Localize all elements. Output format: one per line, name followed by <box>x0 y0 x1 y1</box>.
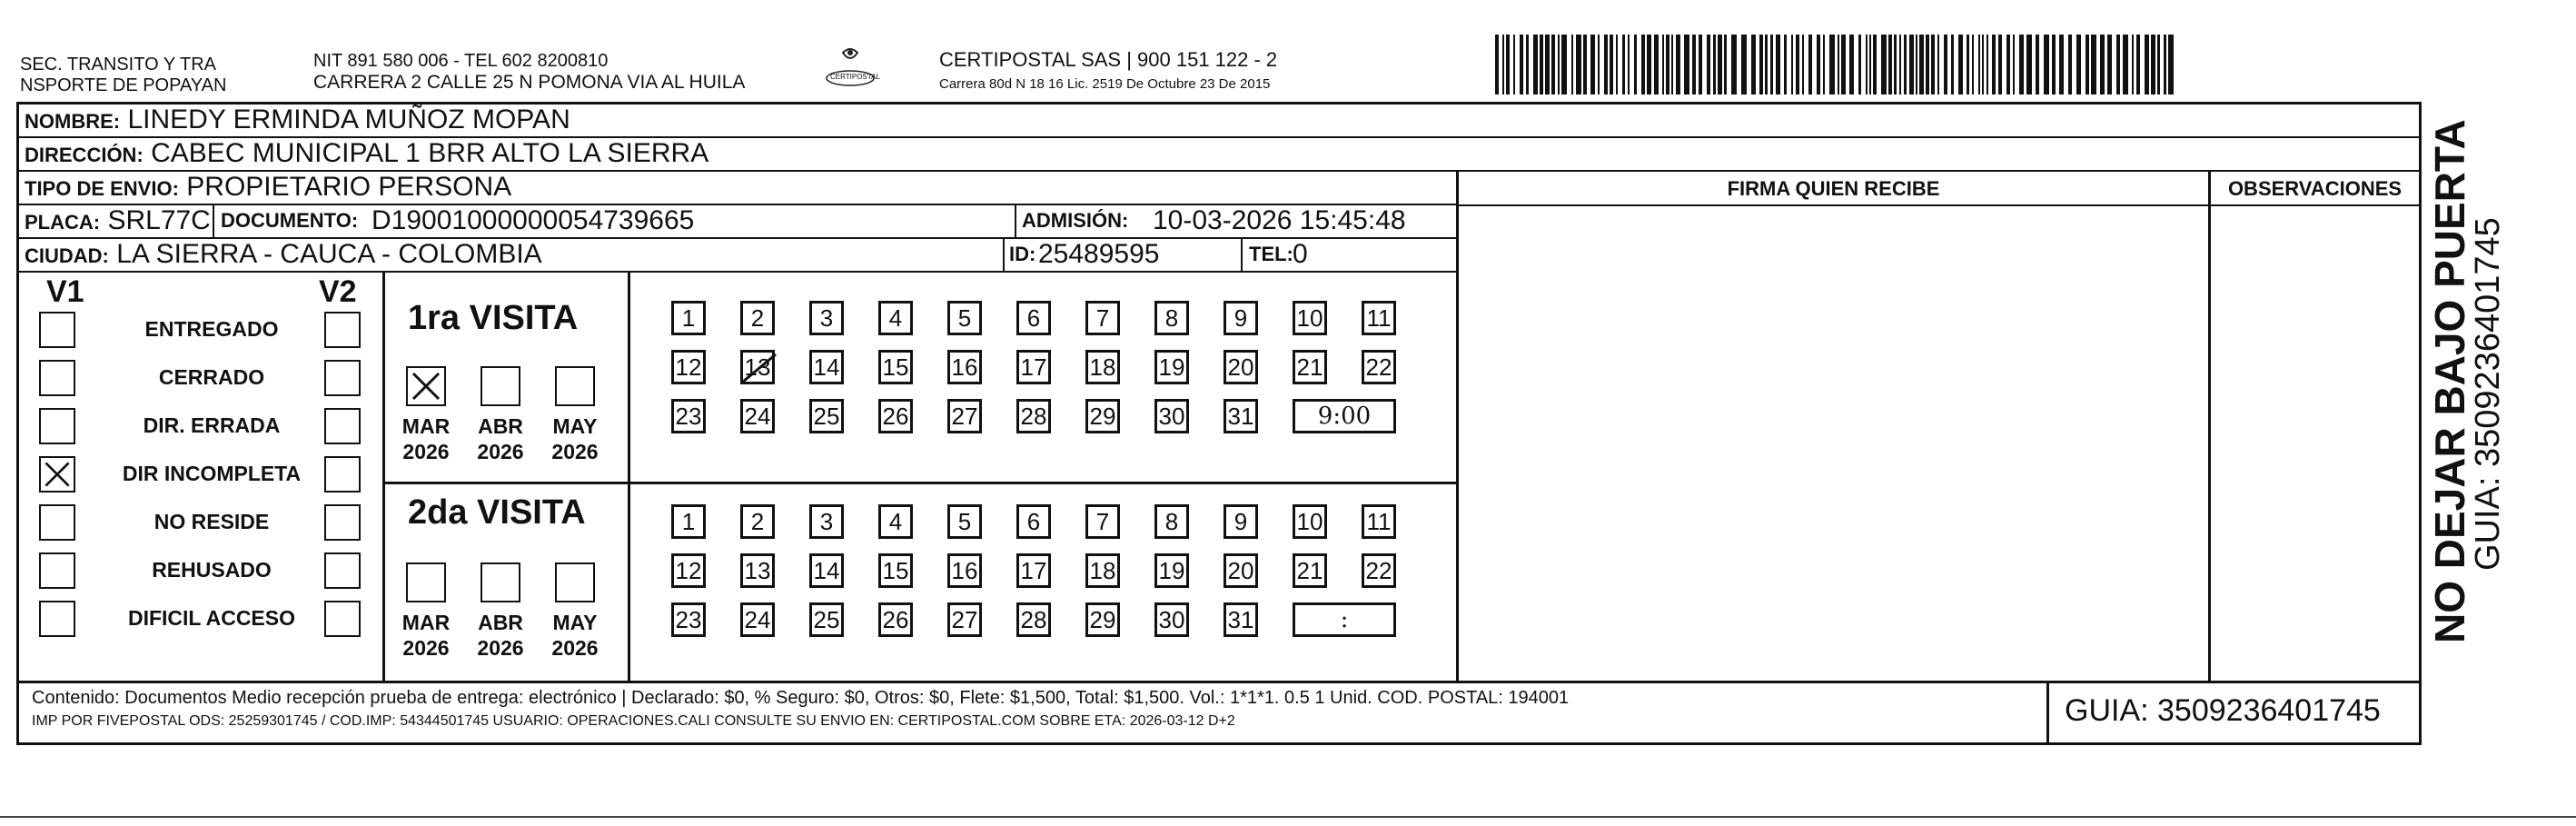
city-label: CIUDAD: <box>25 244 109 267</box>
day-checkbox[interactable]: 25 <box>809 602 844 637</box>
barcode-bar <box>1741 35 1747 95</box>
delivery-form <box>16 102 2422 745</box>
status-right-border <box>382 273 385 682</box>
name-label: NOMBRE: <box>25 110 121 133</box>
barcode-bar <box>2076 35 2081 95</box>
barcode-bar <box>1666 35 1669 95</box>
type-label: TIPO DE ENVIO: <box>25 177 179 200</box>
month-label <box>399 610 453 661</box>
sender-nit-tel: NIT 891 580 006 - TEL 602 8200810 <box>313 51 609 71</box>
barcode-bar <box>1951 35 1954 95</box>
sender-line-2: NSPORTE DE POPAYAN <box>20 75 227 95</box>
month-name: ABR <box>478 414 523 438</box>
month-year: 2026 <box>477 440 524 463</box>
day-checkbox[interactable]: 20 <box>1224 553 1258 588</box>
day-checkbox[interactable]: 28 <box>1016 602 1051 637</box>
barcode-bar <box>2123 35 2128 95</box>
day-checkbox[interactable]: 3 <box>809 301 844 335</box>
barcode-bar <box>1992 35 1996 95</box>
status-label: DIR. ERRADA <box>143 413 281 437</box>
status-v1-checkbox[interactable] <box>39 360 75 396</box>
barcode-bar <box>2052 35 2056 95</box>
barcode-bar <box>1540 35 1543 95</box>
day-checkbox[interactable]: 31 <box>1224 399 1258 433</box>
status-label: CERRADO <box>158 365 265 389</box>
visit-separator <box>382 482 1456 484</box>
id-divider <box>1003 239 1005 273</box>
observations-header: OBSERVACIONES <box>2227 177 2403 200</box>
footer-content: Contenido: Documentos Medio recepción prueba de entrega: electrónico | Declarado: $0, % Seguro: $0, Otros: $0, Flete: $1,500, Total: $1,500. Vol.: 1*1*1. 0.5 1 Unid. COD. POSTAL: 194001 <box>32 688 1570 708</box>
footer-line <box>19 681 2419 683</box>
day-checkbox[interactable]: 17 <box>1016 553 1051 588</box>
day-checkbox[interactable]: 19 <box>1154 350 1189 384</box>
day-checkbox[interactable]: 28 <box>1016 399 1051 433</box>
barcode-bar <box>1571 35 1573 95</box>
month-checkbox[interactable] <box>406 562 446 602</box>
carrier-info <box>939 49 1277 95</box>
barcode-bar <box>1978 35 1980 95</box>
month-year: 2026 <box>551 636 599 660</box>
day-checkbox[interactable]: 15 <box>878 553 913 588</box>
month-label <box>548 610 602 661</box>
barcode-bar <box>1873 35 1877 95</box>
barcode-bar <box>2145 35 2149 95</box>
month-name: ABR <box>478 611 523 634</box>
barcode <box>1495 35 2180 95</box>
barcode-bar <box>1583 35 1587 95</box>
month-checkbox[interactable] <box>555 366 595 406</box>
month-year: 2026 <box>402 440 450 463</box>
status-v1-checkbox[interactable] <box>39 601 75 637</box>
barcode-bar <box>1931 35 1935 95</box>
day-checkbox[interactable]: 16 <box>947 553 982 588</box>
day-checkbox[interactable]: 1 <box>671 504 706 539</box>
day-checkbox[interactable]: 20 <box>1224 350 1258 384</box>
barcode-bar <box>1841 35 1846 95</box>
barcode-bar <box>1676 35 1680 95</box>
day-checkbox[interactable]: 16 <box>947 350 982 384</box>
barcode-bar <box>1506 35 1510 95</box>
tel-value: 0 <box>1293 239 1308 269</box>
status-v1-checkbox[interactable] <box>39 456 75 493</box>
day-checkbox[interactable]: 27 <box>947 399 982 433</box>
day-checkbox[interactable]: 18 <box>1085 350 1120 384</box>
barcode-bar <box>2151 35 2155 95</box>
barcode-bar <box>2019 35 2024 95</box>
day-checkbox[interactable]: 29 <box>1085 399 1120 433</box>
barcode-bar <box>2116 35 2120 95</box>
barcode-bar <box>1919 35 1924 95</box>
barcode-bar <box>1610 35 1613 95</box>
barcode-bar <box>2013 35 2015 95</box>
barcode-bar <box>1731 35 1737 95</box>
status-v2-checkbox[interactable] <box>324 312 361 348</box>
status-label: REHUSADO <box>152 558 272 582</box>
barcode-bar <box>1916 35 1917 95</box>
barcode-bar <box>1909 35 1914 95</box>
barcode-bar <box>2164 35 2166 95</box>
plate-label: PLACA: <box>25 211 101 234</box>
barcode-bar <box>1604 35 1608 95</box>
day-checkbox[interactable]: 17 <box>1016 350 1051 384</box>
day-checkbox[interactable]: 4 <box>878 504 913 539</box>
month-year: 2026 <box>402 636 450 660</box>
barcode-bar <box>1796 35 1799 95</box>
status-v2-checkbox[interactable] <box>324 408 361 444</box>
month-name: MAR <box>401 414 451 438</box>
visit-label-border <box>628 273 630 682</box>
barcode-bar <box>1982 35 1984 95</box>
month-checkbox[interactable] <box>555 562 595 602</box>
type-row <box>19 172 1456 205</box>
day-checkbox[interactable]: 22 <box>1362 350 1396 384</box>
barcode-bar <box>1662 35 1664 95</box>
barcode-bar <box>1598 35 1600 95</box>
city-value: LA SIERRA - CAUCA - COLOMBIA <box>116 239 542 269</box>
day-checkbox[interactable]: 14 <box>809 350 844 384</box>
cut-line <box>0 816 2576 818</box>
day-checkbox[interactable]: 10 <box>1293 504 1327 539</box>
barcode-bar <box>1647 35 1651 95</box>
recipient-name: LINEDY ERMINDA MUÑOZ MOPAN <box>127 104 570 134</box>
day-checkbox[interactable]: 24 <box>740 399 775 433</box>
day-checkbox[interactable]: 4 <box>878 301 913 335</box>
status-v2-checkbox[interactable] <box>324 456 361 493</box>
status-label: DIFICIL ACCESO <box>127 606 295 630</box>
tel-divider <box>1241 239 1243 273</box>
carrier-name: CERTIPOSTAL SAS | 900 151 122 - 2 <box>939 48 1278 71</box>
barcode-bar <box>2068 35 2072 95</box>
day-checkbox[interactable]: 19 <box>1154 553 1189 588</box>
status-v2-checkbox[interactable] <box>324 360 361 396</box>
day-checkbox[interactable]: 5 <box>947 301 982 335</box>
signature-area[interactable] <box>1456 206 2208 679</box>
status-v1-checkbox[interactable] <box>39 504 75 541</box>
day-checkbox[interactable]: 9 <box>1224 301 1258 335</box>
barcode-bar <box>1684 35 1689 95</box>
barcode-bar <box>1802 35 1804 95</box>
barcode-bar <box>1558 35 1560 95</box>
barcode-bar <box>2086 35 2089 95</box>
day-checkbox[interactable]: 29 <box>1085 602 1120 637</box>
barcode-bar <box>1937 35 1939 95</box>
barcode-bar <box>2132 35 2134 95</box>
barcode-bar <box>1894 35 1897 95</box>
barcode-bar <box>1502 35 1504 95</box>
barcode-bar <box>1718 35 1722 95</box>
admission-divider <box>1015 205 1016 239</box>
barcode-bar <box>1838 35 1839 95</box>
barcode-bar <box>1972 35 1974 95</box>
logo-text: CERTIPOSTAL <box>830 73 880 81</box>
visit2-title: 2da VISITA <box>408 493 586 532</box>
month-year: 2026 <box>551 440 599 463</box>
barcode-bar <box>1545 35 1550 95</box>
month-checkbox[interactable] <box>406 366 446 406</box>
day-checkbox[interactable]: 26 <box>878 399 913 433</box>
day-checkbox[interactable]: 12 <box>671 350 706 384</box>
barcode-bar <box>1869 35 1871 95</box>
month-label <box>548 413 602 464</box>
sender-line-1: SEC. TRANSITO Y TRA <box>20 55 216 75</box>
barcode-bar <box>2059 35 2064 95</box>
visit1-title: 1ra VISITA <box>408 299 579 337</box>
side-guide-number: GUIA: 3509236401745 <box>2469 217 2507 571</box>
recipient-address: CABEC MUNICIPAL 1 BRR ALTO LA SIERRA <box>151 138 709 168</box>
day-checkbox[interactable]: 18 <box>1085 553 1120 588</box>
tel-label: TEL: <box>1249 243 1293 265</box>
day-checkbox[interactable]: 13 <box>740 553 775 588</box>
barcode-bar <box>1888 35 1892 95</box>
no-dejar-warning: NO DEJAR BAJO PUERTA <box>2426 119 2473 643</box>
barcode-bar <box>1654 35 1659 95</box>
barcode-bar <box>1899 35 1901 95</box>
barcode-bar <box>1634 35 1637 95</box>
barcode-bar <box>2026 35 2032 95</box>
barcode-bar <box>1751 35 1756 95</box>
day-checkbox[interactable]: 14 <box>809 553 844 588</box>
day-checkbox[interactable]: 22 <box>1362 553 1396 588</box>
barcode-bar <box>1829 35 1835 95</box>
barcode-bar <box>1998 35 2002 95</box>
month-name: MAY <box>552 414 598 438</box>
month-label <box>473 610 528 661</box>
barcode-bar <box>1823 35 1825 95</box>
barcode-bar <box>2006 35 2010 95</box>
barcode-bar <box>1866 35 1868 95</box>
barcode-bar <box>1791 35 1793 95</box>
month-label <box>399 413 453 464</box>
barcode-bar <box>1713 35 1716 95</box>
barcode-bar <box>1641 35 1645 95</box>
day-checkbox[interactable]: 21 <box>1293 350 1327 384</box>
barcode-bar <box>2100 35 2105 95</box>
sender-contact <box>313 51 745 93</box>
barcode-bar <box>1533 35 1538 95</box>
day-checkbox[interactable]: 15 <box>878 350 913 384</box>
sender-address: CARRERA 2 CALLE 25 N POMONA VIA AL HUILA <box>313 72 746 93</box>
status-label: NO RESIDE <box>154 510 270 533</box>
status-label: DIR INCOMPLETA <box>122 462 302 485</box>
plate-value: SRL77C <box>107 205 211 235</box>
day-checkbox[interactable]: 6 <box>1016 504 1051 539</box>
day-checkbox[interactable]: 2 <box>740 504 775 539</box>
month-name: MAY <box>552 611 598 634</box>
day-checkbox[interactable]: 13 <box>740 350 775 384</box>
barcode-bar <box>1770 35 1773 95</box>
status-v1-checkbox[interactable] <box>39 552 75 589</box>
day-checkbox[interactable]: 1 <box>671 301 706 335</box>
carrier-license: Carrera 80d N 18 16 Lic. 2519 De Octubre 23 De 2015 <box>939 76 1271 92</box>
barcode-bar <box>1986 35 1988 95</box>
month-checkbox[interactable] <box>481 366 520 406</box>
barcode-bar <box>2044 35 2049 95</box>
day-checkbox[interactable]: 7 <box>1085 301 1120 335</box>
month-year: 2026 <box>477 636 524 660</box>
visit-time-box[interactable]: 9:00 <box>1293 399 1396 433</box>
barcode-bar <box>1904 35 1907 95</box>
barcode-bar <box>1944 35 1947 95</box>
barcode-bar <box>1622 35 1625 95</box>
address-row <box>19 138 2419 172</box>
barcode-bar <box>2091 35 2096 95</box>
barcode-bar <box>1817 35 1820 95</box>
barcode-bar <box>1958 35 1963 95</box>
status-v1-checkbox[interactable] <box>39 408 75 444</box>
day-checkbox[interactable]: 5 <box>947 504 982 539</box>
barcode-bar <box>1551 35 1555 95</box>
barcode-bar <box>1724 35 1727 95</box>
document-label: DOCUMENTO: <box>221 209 359 232</box>
certipostal-logo <box>823 44 880 87</box>
day-checkbox[interactable]: 30 <box>1154 602 1189 637</box>
id-value: 25489595 <box>1038 239 1160 269</box>
day-checkbox[interactable]: 8 <box>1154 504 1189 539</box>
day-checkbox[interactable]: 3 <box>809 504 844 539</box>
footer-print-info: IMP POR FIVEPOSTAL ODS: 25259301745 / COD.IMP: 54344501745 USUARIO: OPERACIONES.CALI CONSULTE SU ENVIO EN: CERTIPOSTAL.COM SOBRE ETA: 2026-03-12 D+2 <box>32 713 1235 729</box>
barcode-bar <box>1692 35 1696 95</box>
barcode-bar <box>1881 35 1887 95</box>
v2-label: V2 <box>319 274 357 309</box>
v1-label: V1 <box>46 274 84 309</box>
barcode-bar <box>2036 35 2039 95</box>
visit-time-box[interactable]: : <box>1293 602 1396 637</box>
sender-name <box>20 55 226 96</box>
barcode-bar <box>1759 35 1763 95</box>
signature-header: FIRMA QUIEN RECIBE <box>1727 177 1940 200</box>
footer-divider <box>2046 681 2049 742</box>
barcode-bar <box>1784 35 1787 95</box>
day-checkbox[interactable]: 7 <box>1085 504 1120 539</box>
shipment-type: PROPIETARIO PERSONA <box>186 172 512 202</box>
address-label: DIRECCIÓN: <box>25 144 144 166</box>
month-label <box>473 413 528 464</box>
id-label: ID: <box>1009 243 1036 265</box>
observations-area[interactable] <box>2211 206 2419 679</box>
barcode-bar <box>2107 35 2112 95</box>
barcode-bar <box>1967 35 1969 95</box>
barcode-bar <box>1576 35 1581 95</box>
day-checkbox[interactable]: 24 <box>740 602 775 637</box>
barcode-bar <box>2168 35 2174 95</box>
month-checkbox[interactable] <box>481 562 520 602</box>
barcode-bar <box>1495 35 1499 95</box>
day-checkbox[interactable]: 30 <box>1154 399 1189 433</box>
barcode-bar <box>1849 35 1854 95</box>
admission-label: ADMISIÓN: <box>1022 209 1129 232</box>
barcode-bar <box>1808 35 1812 95</box>
day-checkbox[interactable]: 21 <box>1293 553 1327 588</box>
barcode-bar <box>1590 35 1595 95</box>
day-checkbox[interactable]: 8 <box>1154 301 1189 335</box>
plate-row <box>19 205 1456 239</box>
barcode-bar <box>2157 35 2160 95</box>
barcode-bar <box>1526 35 1529 95</box>
status-v2-checkbox[interactable] <box>324 552 361 589</box>
barcode-bar <box>1926 35 1929 95</box>
day-checkbox[interactable]: 6 <box>1016 301 1051 335</box>
day-checkbox[interactable]: 23 <box>671 399 706 433</box>
admission-value: 10-03-2026 15:45:48 <box>1153 205 1406 235</box>
barcode-bar <box>1765 35 1768 95</box>
day-checkbox[interactable]: 26 <box>878 602 913 637</box>
day-checkbox[interactable]: 23 <box>671 602 706 637</box>
barcode-bar <box>1776 35 1780 95</box>
day-checkbox[interactable]: 2 <box>740 301 775 335</box>
status-v2-checkbox[interactable] <box>324 601 361 637</box>
barcode-bar <box>1707 35 1710 95</box>
day-checkbox[interactable]: 27 <box>947 602 982 637</box>
barcode-bar <box>2136 35 2140 95</box>
name-row <box>19 104 2419 138</box>
day-checkbox[interactable]: 11 <box>1362 301 1396 335</box>
day-checkbox[interactable]: 9 <box>1224 504 1258 539</box>
status-label: ENTREGADO <box>144 317 279 341</box>
plate-divider <box>213 205 214 239</box>
status-v2-checkbox[interactable] <box>324 504 361 541</box>
barcode-bar <box>1520 35 1523 95</box>
barcode-bar <box>1628 35 1630 95</box>
barcode-bar <box>1858 35 1861 95</box>
day-checkbox[interactable]: 25 <box>809 399 844 433</box>
barcode-bar <box>1561 35 1567 95</box>
footer-guide-number: GUIA: 3509236401745 <box>2065 693 2381 728</box>
barcode-bar <box>1513 35 1515 95</box>
status-v1-checkbox[interactable] <box>39 312 75 348</box>
document-value: D19001000000054739665 <box>372 205 695 235</box>
day-checkbox[interactable]: 11 <box>1362 504 1396 539</box>
day-checkbox[interactable]: 12 <box>671 553 706 588</box>
month-name: MAR <box>401 611 451 634</box>
day-checkbox[interactable]: 10 <box>1293 301 1327 335</box>
barcode-bar <box>1699 35 1702 95</box>
day-checkbox[interactable]: 31 <box>1224 602 1258 637</box>
barcode-bar <box>1616 35 1618 95</box>
barcode-bar <box>1671 35 1673 95</box>
